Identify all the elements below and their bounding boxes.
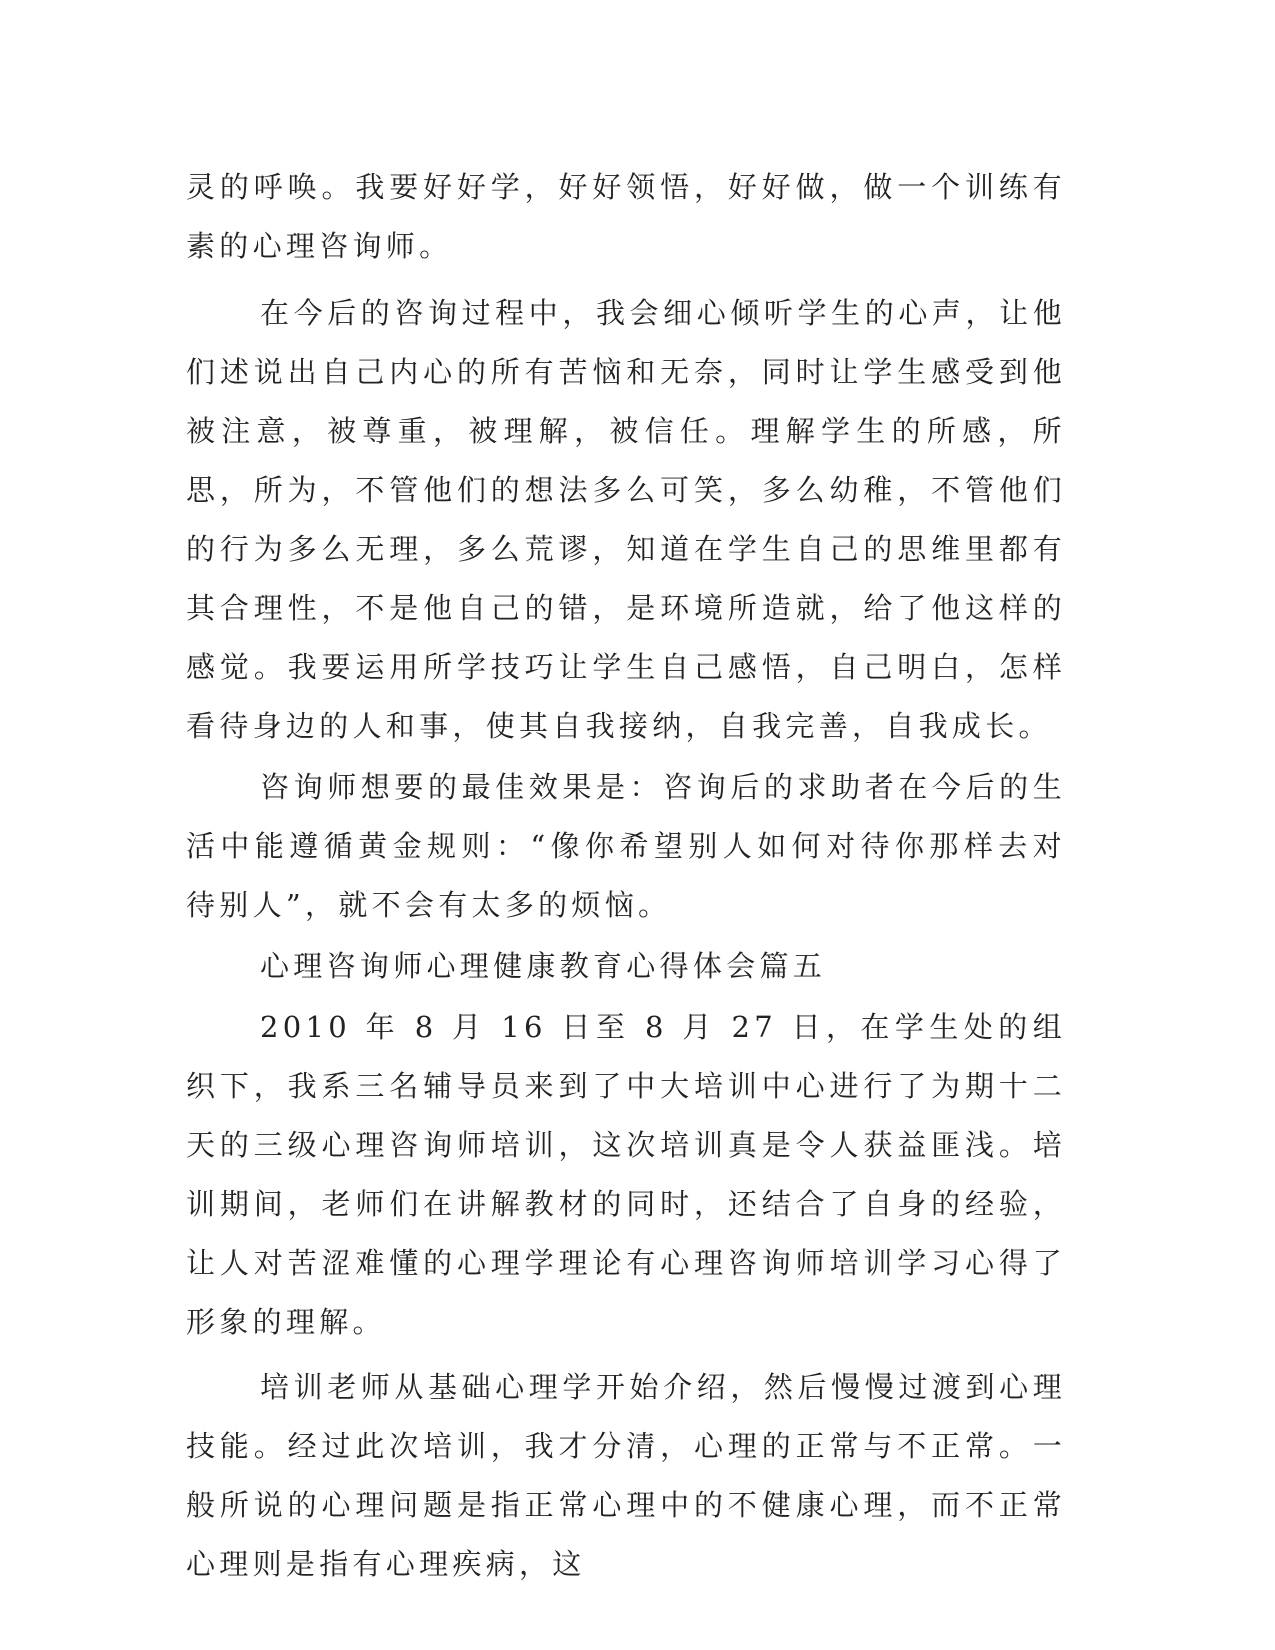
document-body [186, 158, 1066, 1596]
paragraph-counseling-process: 在今后的咨询过程中，我会细心倾听学生的心声，让他们述说出自己内心的所有苦恼和无奈，同时让学生感受到他被注意，被尊重，被理解，被信任。理解学生的所感，所思，所为，不管他们的想法多么可笑，多么幼稚，不管他们的行为多么无理，多么荒谬，知道在学生自己的思维里都有其合理性，不是他自己的错，是环境所造就，给了他这样的感觉。我要运用所学技巧让学生自己感悟，自己明白，怎样看待身边的人和事，使其自我接纳，自我完善，自我成长。 [186, 296, 1066, 743]
paragraph-best-effect: 咨询师想要的最佳效果是：咨询后的求助者在今后的生活中能遵循黄金规则：“像你希望别人如何对待你那样去对待别人”，就不会有太多的烦恼。 [186, 770, 1066, 922]
paragraph-training-intro: 2010 年 8 月 16 日至 8 月 27 日，在学生处的组织下，我系三名辅导员来到了中大培训中心进行了为期十二天的三级心理咨询师培训，这次培训真是令人获益匪浅。培训期间，老师们在讲解教材的同时，还结合了自身的经验，让人对苦涩难懂的心理学理论有心理咨询师培训学习心得了形象的理解。 [186, 1010, 1066, 1339]
section-heading: 心理咨询师心理健康教育心得体会篇五 [260, 949, 827, 983]
paragraph-training-content: 培训老师从基础心理学开始介绍，然后慢慢过渡到心理技能。经过此次培训，我才分清，心理的正常与不正常。一般所说的心理问题是指正常心理中的不健康心理，而不正常心理则是指有心理疾病，这 [186, 1370, 1066, 1581]
paragraph-continuation: 灵的呼唤。我要好好学，好好领悟，好好做，做一个训练有素的心理咨询师。 [186, 170, 1066, 263]
